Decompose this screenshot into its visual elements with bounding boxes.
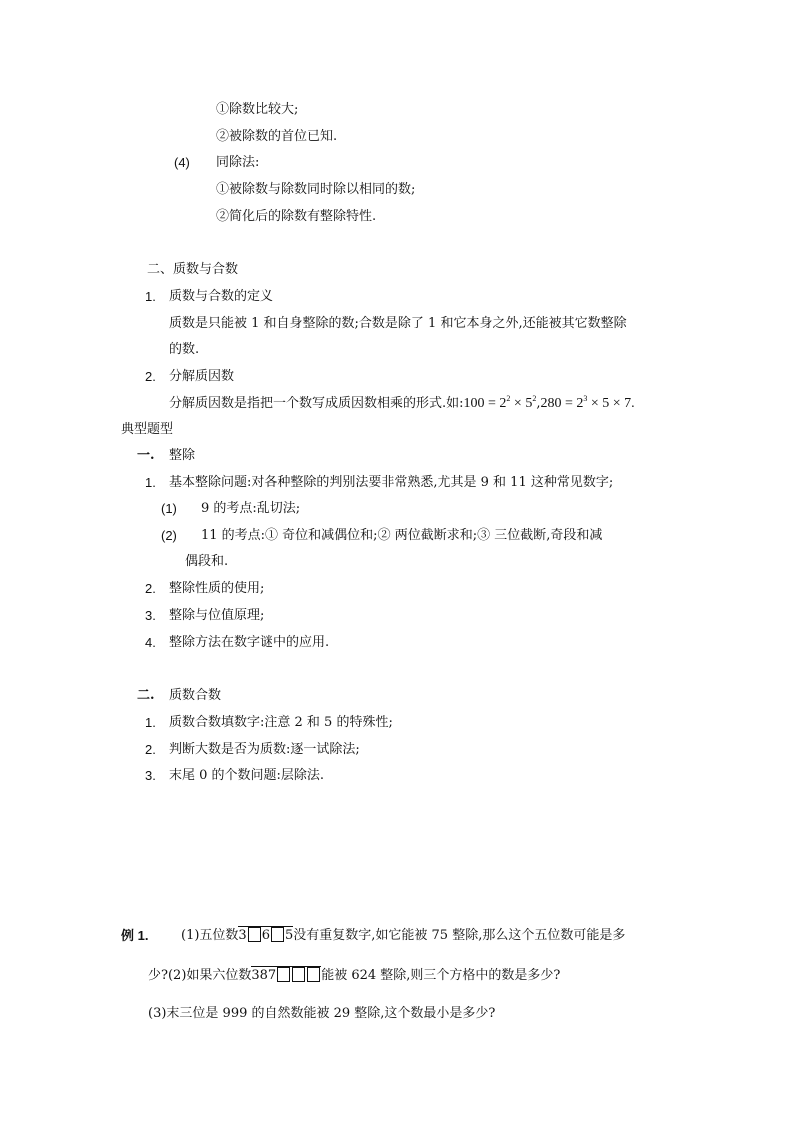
type-section-1-label: 一.: [137, 448, 155, 463]
question-2-rest: 能被 624 整除,则三个方格中的数是多少?: [321, 968, 561, 983]
list-number: 4.: [145, 635, 156, 650]
type-section-2-title: 质数合数: [169, 688, 222, 703]
question-1-rest: 没有重复数字,如它能被 75 整除,那么这个五位数可能是多: [293, 928, 626, 943]
example-question-3-line: (3)末三位是 999 的自然数能被 29 整除,这个数最小是多少?: [148, 1006, 496, 1021]
blank-box: [248, 927, 261, 942]
formula-100-base: 100 = 2: [463, 396, 507, 411]
list-number: 1.: [145, 289, 156, 304]
list-item: 判断大数是否为质数:逐一试除法;: [169, 742, 360, 757]
method3-condition-2: ②被除数的首位已知.: [216, 129, 338, 144]
method4-number: (4): [174, 155, 190, 170]
list-number: 2.: [145, 581, 156, 596]
formula-280-base: 280 = 2: [540, 396, 584, 411]
formula-280-end: .: [631, 396, 635, 411]
list-number: 3.: [145, 608, 156, 623]
list-number: 1.: [145, 475, 156, 490]
formula-100: [464, 396, 537, 411]
type-section-2-label: 二.: [137, 688, 155, 703]
method4-condition-1: ①被除数与除数同时除以相同的数;: [216, 182, 416, 197]
example-label: 例 1.: [121, 928, 149, 943]
question-2-prefix: 少?(2)如果六位数: [148, 968, 252, 983]
formula-280: [540, 396, 634, 411]
list-item: 整除方法在数字谜中的应用.: [169, 635, 330, 650]
list-number: 2.: [145, 369, 156, 384]
subheading-factorization: 分解质因数: [169, 369, 235, 384]
question-1-prefix: (1)五位数: [181, 928, 239, 943]
blank-box: [277, 967, 290, 982]
digit: 3: [238, 928, 247, 943]
five-digit-number: [238, 926, 293, 943]
list-item: 11 的考点:① 奇位和减偶位和;② 两位截断求和;③ 三位截断,奇段和减: [201, 528, 603, 543]
definition-text-line-2: 的数.: [169, 342, 200, 357]
subheading-definition: 质数与合数的定义: [169, 289, 274, 304]
formula-280-rest: × 5 × 7: [587, 396, 632, 411]
section-heading-primes: 二、质数与合数: [147, 262, 239, 277]
formula-100-exp-2: 2: [532, 394, 537, 403]
list-number: 1.: [145, 715, 156, 730]
definition-text-line-1: 质数是只能被 1 和自身整除的数;合数是除了 1 和它本身之外,还能被其它数整除: [169, 316, 627, 331]
list-number: (2): [161, 528, 177, 543]
example-question-2-line: [148, 967, 560, 985]
blank-box: [292, 967, 305, 982]
example-question-1-line: [181, 927, 625, 945]
digit: 6: [261, 928, 270, 943]
method3-condition-1: ①除数比较大;: [216, 102, 299, 117]
digit: 5: [284, 928, 294, 943]
list-item: 整除与位值原理;: [169, 608, 265, 623]
type-section-1-title: 整除: [169, 448, 196, 463]
list-number: (1): [161, 501, 177, 516]
list-item: 基本整除问题:对各种整除的判别法要非常熟悉,尤其是 9 和 11 这种常见数字;: [169, 475, 614, 490]
factorization-sentence: 分解质因数是指把一个数写成质因数相乘的形式.如:: [169, 396, 464, 411]
formula-280-exp: 3: [583, 394, 588, 403]
list-item: 末尾 0 的个数问题:层除法.: [169, 768, 325, 783]
formula-100-exp-1: 2: [506, 394, 511, 403]
list-item: 整除性质的使用;: [169, 581, 265, 596]
list-item: 偶段和.: [185, 554, 229, 569]
typical-types-heading: 典型题型: [121, 422, 174, 437]
list-item: 质数合数填数字:注意 2 和 5 的特殊性;: [169, 715, 393, 730]
digits: 387: [251, 968, 277, 983]
factorization-text: [169, 395, 635, 413]
blank-box: [271, 927, 284, 942]
six-digit-number: [251, 966, 321, 983]
list-number: 2.: [145, 742, 156, 757]
formula-separator: ,: [536, 396, 541, 411]
method4-title: 同除法:: [216, 155, 260, 170]
blank-box: [307, 967, 320, 982]
list-number: 3.: [145, 768, 156, 783]
formula-100-mid: × 5: [510, 396, 533, 411]
list-item: 9 的考点:乱切法;: [201, 501, 301, 516]
method4-condition-2: ②简化后的除数有整除特性.: [216, 209, 377, 224]
